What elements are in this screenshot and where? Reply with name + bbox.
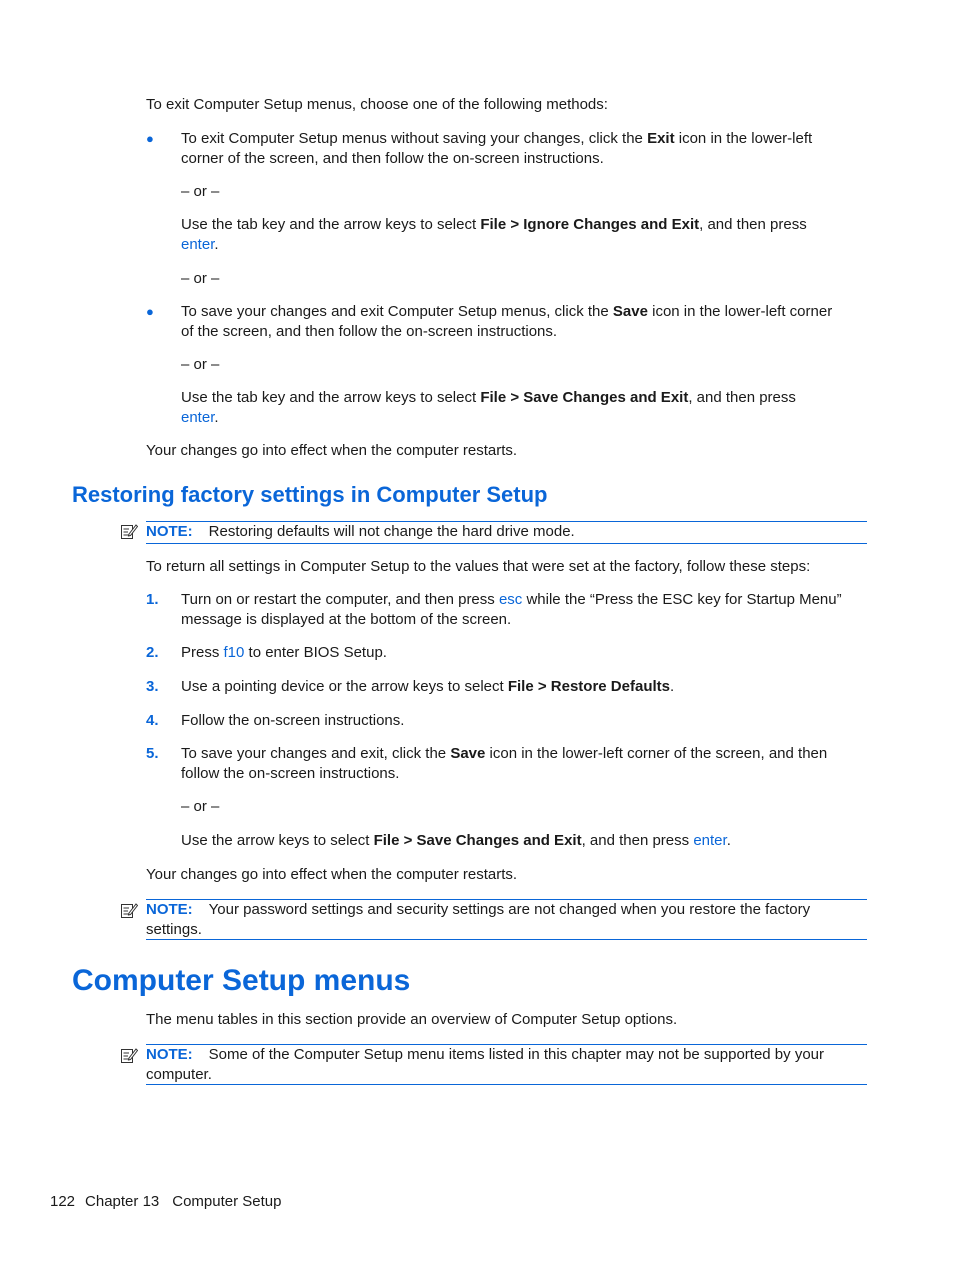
step-item — [181, 643, 387, 663]
note-text: Your password settings and security settings are not changed when you restore the factory — [208, 901, 811, 918]
page-footer — [50, 1192, 281, 1212]
step-number: 5. — [146, 745, 159, 762]
bold-term: Save — [612, 303, 648, 320]
text: icon in the lower-left — [674, 130, 813, 147]
text: . — [726, 832, 731, 849]
text: Press — [181, 644, 224, 661]
bold-term: File > Ignore Changes and Exit — [480, 216, 700, 233]
key-name: f10 — [223, 644, 245, 661]
step-item — [181, 744, 881, 784]
note-label: NOTE: — [146, 1046, 193, 1063]
note-icon — [120, 901, 138, 919]
step-number: 4. — [146, 712, 159, 729]
text: To save your changes and exit Computer Setup menus, click the — [181, 303, 613, 320]
text: to enter BIOS Setup. — [244, 644, 387, 661]
chapter-heading: Computer Setup menus — [72, 964, 411, 997]
bold-term: File > Restore Defaults — [507, 678, 670, 695]
bold-term: File > Save Changes and Exit — [480, 389, 689, 406]
key-name: enter — [181, 409, 215, 426]
text: . — [669, 678, 675, 695]
note-text: settings. — [146, 921, 202, 938]
text: icon in the lower-left corner of the screen, and then — [485, 745, 828, 762]
or-separator: – or – — [181, 270, 220, 287]
text: . — [214, 236, 219, 253]
alt-instruction-ignore — [181, 215, 881, 255]
text: . — [214, 409, 219, 426]
alt-instruction-arrow — [181, 831, 731, 851]
key-name: esc — [498, 591, 523, 608]
note-text: Some of the Computer Setup menu items listed in this chapter may not be supported by your — [208, 1046, 824, 1063]
bold-term: File > Save Changes and Exit — [373, 832, 582, 849]
or-separator: – or – — [181, 356, 220, 373]
text: Use the arrow keys to select — [181, 832, 374, 849]
text: icon in the lower-left corner — [647, 303, 833, 320]
page-number: 122 — [50, 1193, 76, 1210]
or-separator: – or – — [181, 798, 220, 815]
text: To save your changes and exit, click the — [181, 745, 451, 762]
note-box — [146, 899, 867, 940]
effect-text: Your changes go into effect when the computer restarts. — [146, 866, 518, 883]
note-label: NOTE: — [146, 901, 193, 918]
bullet-marker: ● — [146, 304, 154, 319]
or-separator: – or – — [181, 183, 220, 200]
bullet-marker: ● — [146, 131, 154, 146]
note-text: Restoring defaults will not change the hard drive mode. — [208, 523, 575, 540]
step-item — [181, 677, 674, 697]
text: while the “Press the ESC key for Startup Menu” — [522, 591, 842, 608]
bullet-item-exit — [181, 129, 881, 169]
bullet-item-save — [181, 302, 881, 342]
bold-term: Save — [450, 745, 486, 762]
text: corner of the screen, and then follow the on-screen instructions. — [181, 150, 604, 167]
text: Turn on or restart the computer, and then press — [181, 591, 499, 608]
step-number: 2. — [146, 644, 159, 661]
step-number: 3. — [146, 678, 159, 695]
text: of the screen, and then follow the on-screen instructions. — [181, 323, 558, 340]
text: Use the tab key and the arrow keys to select — [181, 216, 481, 233]
footer-title: Computer Setup — [172, 1193, 282, 1210]
text: , and then press — [581, 832, 694, 849]
menu-intro-text: The menu tables in this section provide an overview of Computer Setup options. — [146, 1011, 678, 1028]
bold-term: Exit — [647, 130, 675, 147]
note-box — [146, 521, 867, 544]
text: follow the on-screen instructions. — [181, 765, 400, 782]
key-name: enter — [181, 236, 215, 253]
note-text: computer. — [146, 1066, 212, 1083]
effect-text: Your changes go into effect when the computer restarts. — [146, 442, 518, 459]
text: Use the tab key and the arrow keys to select — [181, 389, 481, 406]
section-heading: Restoring factory settings in Computer Setup — [72, 482, 548, 507]
step-number: 1. — [146, 591, 159, 608]
key-name: enter — [693, 832, 727, 849]
intro-text: To exit Computer Setup menus, choose one of the following methods: — [146, 96, 608, 113]
text: , and then press — [688, 389, 796, 406]
return-text: To return all settings in Computer Setup to the values that were set at the factory, follow these steps: — [146, 558, 811, 575]
note-box — [146, 1044, 867, 1085]
step-item: Follow the on-screen instructions. — [181, 712, 405, 729]
note-label: NOTE: — [146, 523, 193, 540]
text: , and then press — [699, 216, 807, 233]
step-item — [181, 590, 881, 630]
footer-chapter: Chapter 13 — [85, 1193, 160, 1210]
note-icon — [120, 1046, 138, 1064]
alt-instruction-save — [181, 388, 881, 428]
text: message is displayed at the bottom of the screen. — [181, 611, 512, 628]
note-icon — [120, 522, 138, 540]
text: Use a pointing device or the arrow keys to select — [181, 678, 508, 695]
text: To exit Computer Setup menus without saving your changes, click the — [181, 130, 648, 147]
